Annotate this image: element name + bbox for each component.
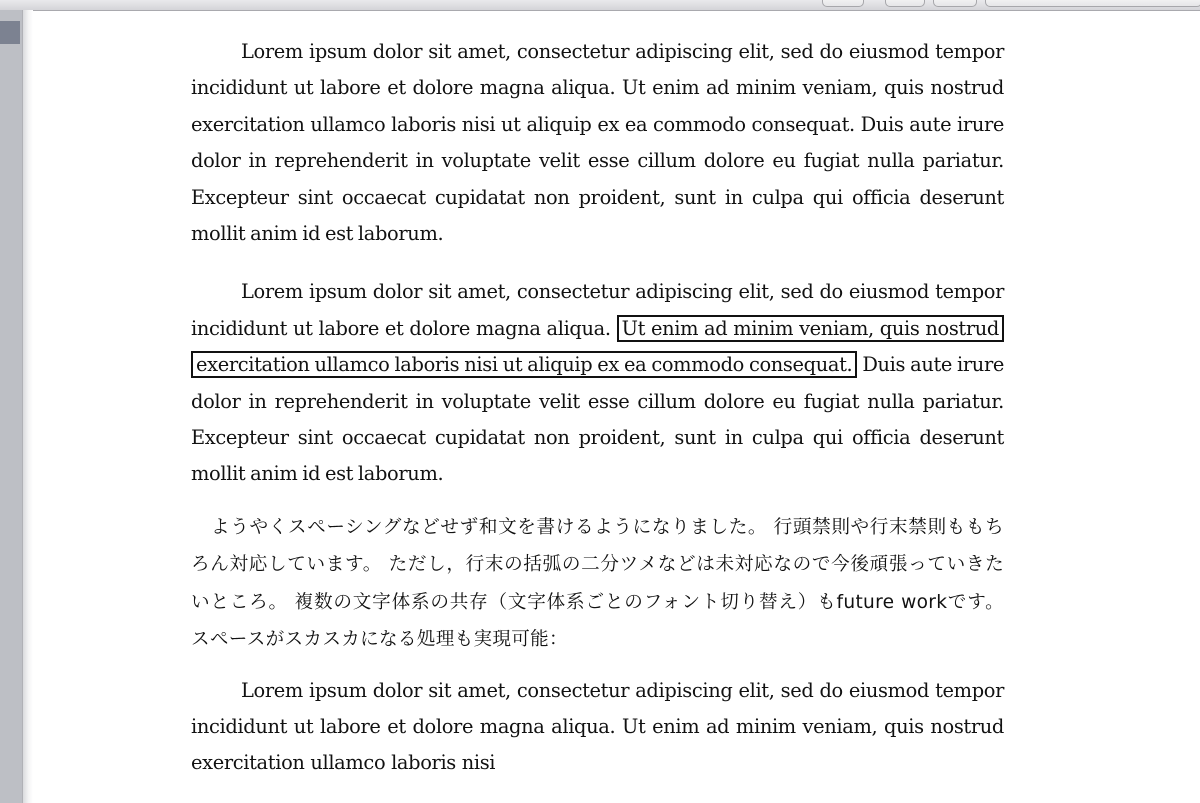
paragraph-2-after: Duis aute irure dolor in reprehenderit in voluptate velit esse cillum dolore eu fugiat nulla pariatur. Excepteur sint occaecat cupidatat non proident, sunt in culpa qui officia deserunt mollit anim id est laborum. — [191, 353, 1004, 486]
document-page — [191, 34, 1004, 803]
paragraph-1: Lorem ipsum dolor sit amet, consectetur adipiscing elit, sed do eiusmod tempor incididunt ut labore et dolore magna aliqua. Ut enim ad minim veniam, quis nostrud exercitation ullamco laboris nisi ut aliquip ex ea commodo consequat. Duis aute irure dolor in reprehenderit in voluptate velit esse cillum dolore eu fugiat nulla pariatur. Excepteur sint occaecat cupidatat non proident, sunt in culpa qui officia deserunt mollit anim id est laborum. — [191, 40, 1004, 246]
toolbar — [0, 0, 1200, 11]
paragraph-4: Lorem ipsum dolor sit amet, consectetur adipiscing elit, sed do eiusmod tempor incididunt ut labore et dolore magna aliqua. Ut enim ad minim veniam, quis nostrud exercitation ullamco laboris nisi — [191, 678, 1004, 775]
paragraph-2 — [191, 274, 1004, 492]
toolbar-button[interactable] — [933, 0, 977, 7]
toolbar-search-field[interactable] — [985, 0, 1200, 7]
japanese-paragraph: ようやくスペーシングなどせず和文を書けるようになりました。 行頭禁則や行末禁則ももちろん対応しています。 ただし，行末の括弧の二分ツメなどは未対応なので今後頑張っていきたいところ。 複数の文字体系の共存（文字体系ごとのフォント切り替え）もfuture workです。 スペースがスカスカになる処理も実現可能： — [191, 516, 1004, 651]
toolbar-button[interactable] — [885, 0, 925, 7]
boxed-sentence: Ut enim ad minim veniam, quis nostrud exercitation ullamco laboris nisi ut aliquip ex ea commodo consequat. — [191, 315, 1004, 378]
scroll-grip[interactable] — [0, 21, 20, 44]
paragraph-2-before: Lorem ipsum dolor sit amet, consectetur adipiscing elit, sed do eiusmod tempor incididunt ut labore et dolore magna aliqua. — [191, 280, 1004, 340]
sidebar-gutter — [0, 10, 23, 803]
toolbar-button[interactable] — [822, 0, 864, 7]
page-shadow — [23, 10, 33, 803]
